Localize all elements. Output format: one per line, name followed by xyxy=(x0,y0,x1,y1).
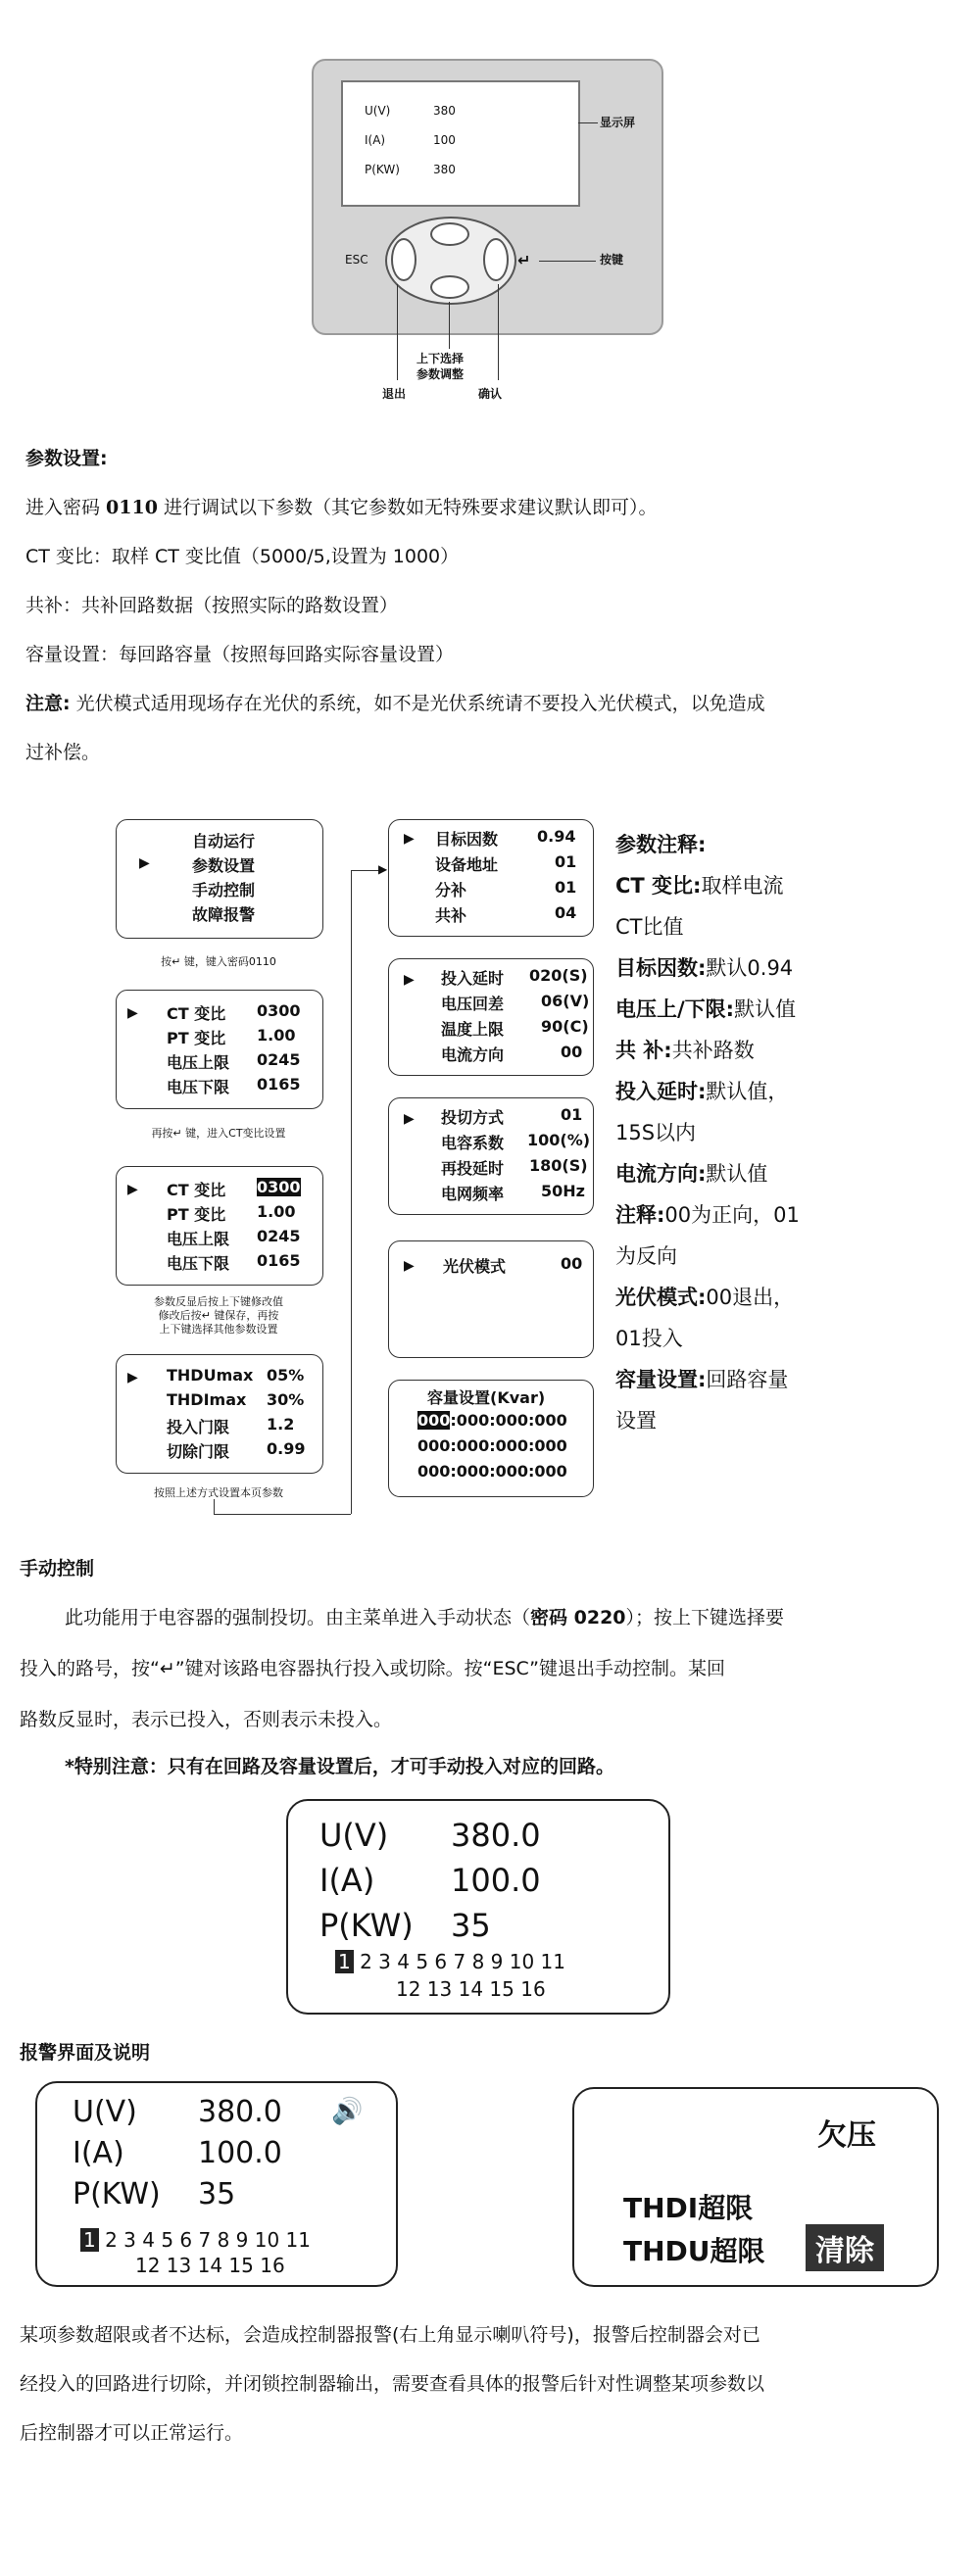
note-line: CT 变比:取样电流 xyxy=(615,874,784,898)
esc-label: ESC xyxy=(345,253,368,267)
updown-leader xyxy=(449,302,450,349)
param-switch-mode-value: 01 xyxy=(561,1105,583,1124)
capacity-row-1: 000:000:000:000 xyxy=(417,1411,567,1430)
param-on-delay-label: 投入延时 xyxy=(441,969,505,988)
screen-row-power: P(KW) 380 xyxy=(365,163,456,176)
caption-enter-ct: 再按↵ 键，进入CT变比设置 xyxy=(151,1127,286,1140)
capacity-selected-cell[interactable]: 000 xyxy=(417,1411,451,1430)
alarm-paragraph-1: 某项参数超限或者不达标，会造成控制器报警(右上角显示喇叭符号)，报警后控制器会对已 xyxy=(20,2324,760,2346)
param-pt-value: 1.00 xyxy=(257,1026,296,1045)
param-common-label: 共补 xyxy=(435,906,467,925)
param-ct-value: 0300 xyxy=(257,1001,301,1020)
param-temp-max-value: 90(C) xyxy=(541,1017,589,1036)
note-line: 注释:00为正向，01 xyxy=(615,1203,800,1227)
lcd-power-value: 35 xyxy=(451,1907,491,1944)
param-vmax-label: 电压上限 xyxy=(167,1230,230,1248)
speaker-icon: 🔊 xyxy=(331,2097,364,2126)
param-ct-label: CT 变比 xyxy=(167,1181,226,1199)
confirm-label: 确认 xyxy=(478,387,503,401)
pointer-icon: ▶ xyxy=(139,855,150,871)
note-line: 01投入 xyxy=(615,1327,683,1350)
param-on-threshold-value: 1.2 xyxy=(267,1415,295,1434)
lcd-power-label: P(KW) xyxy=(319,1907,414,1944)
lcd-power-label: P(KW) xyxy=(73,2177,161,2211)
lcd-power-value: 35 xyxy=(198,2177,236,2211)
param-address-label: 设备地址 xyxy=(435,855,499,874)
capacity-row-3: 000:000:000:000 xyxy=(417,1462,567,1481)
flow-connector-stub xyxy=(214,1499,215,1514)
screen-row-current: I(A) 100 xyxy=(365,133,456,147)
param-ct-value-selected[interactable]: 0300 xyxy=(257,1178,301,1196)
param-vmin-label: 电压下限 xyxy=(167,1078,230,1096)
enter-symbol-icon: ↵ xyxy=(517,251,531,269)
manual-warning: *特别注意：只有在回路及容量设置后，才可手动投入对应的回路。 xyxy=(65,1756,614,1777)
circuit-1-selected[interactable]: 1 xyxy=(80,2228,99,2252)
param-off-threshold-label: 切除门限 xyxy=(167,1442,230,1461)
lcd-current-value: 100.0 xyxy=(198,2136,282,2170)
note-line: 为反向 xyxy=(615,1244,677,1268)
lcd-voltage-label: U(V) xyxy=(319,1817,389,1854)
caption-edit-3: 上下键选择其他参数设置 xyxy=(159,1323,278,1336)
caption-edit-2: 修改后按↵ 键保存，再按 xyxy=(158,1309,279,1322)
thdi-alarm: THDI超限 xyxy=(623,2192,754,2224)
settings-heading: 参数设置: xyxy=(25,448,108,469)
note-line: 电流方向:默认值 xyxy=(615,1162,768,1186)
param-target-pf-label: 目标因数 xyxy=(435,830,499,849)
pointer-icon: ▶ xyxy=(127,1182,138,1197)
confirm-leader xyxy=(498,284,499,380)
note-line: 光伏模式:00退出， xyxy=(615,1286,795,1309)
param-current-dir-value: 00 xyxy=(561,1043,583,1061)
param-on-delay-value: 020(S) xyxy=(529,966,588,985)
pointer-icon: ▶ xyxy=(404,972,415,988)
note-line: 容量设置:回路容量 xyxy=(615,1368,789,1391)
caption-set-page: 按照上述方式设置本页参数 xyxy=(154,1486,283,1499)
settings-note: 注意: 光伏模式适用现场存在光伏的系统，如不是光伏系统请不要投入光伏模式，以免造成 xyxy=(25,693,765,714)
flow-connector-vertical xyxy=(351,870,352,1514)
keys-leader-line xyxy=(539,261,596,262)
caption-edit-1: 参数反显后按上下键修改值 xyxy=(154,1295,283,1308)
note-line: 目标因数:默认0.94 xyxy=(615,956,794,980)
exit-leader xyxy=(397,284,398,380)
lcd-current-label: I(A) xyxy=(319,1862,375,1899)
esc-key[interactable] xyxy=(391,238,416,281)
param-vmin-label: 电压下限 xyxy=(167,1254,230,1273)
param-pv-mode-label: 光伏模式 xyxy=(443,1257,507,1276)
param-common-value: 04 xyxy=(555,903,577,922)
param-v-hysteresis-value: 06(V) xyxy=(541,992,590,1010)
pointer-icon: ▶ xyxy=(404,831,415,847)
param-cap-factor-value: 100(%) xyxy=(527,1131,591,1149)
circuit-numbers-row-1: 1 2 3 4 5 6 7 8 9 10 11 xyxy=(80,2228,311,2252)
lcd-voltage-value: 380.0 xyxy=(451,1817,541,1854)
param-split-value: 01 xyxy=(555,878,577,897)
param-current-dir-label: 电流方向 xyxy=(441,1045,505,1064)
param-frequency-label: 电网频率 xyxy=(441,1185,505,1203)
down-key[interactable] xyxy=(430,275,469,299)
param-reconnect-delay-label: 再投延时 xyxy=(441,1159,505,1178)
updown-label: 上下选择 xyxy=(416,352,465,365)
manual-paragraph-1: 此功能用于电容器的强制投切。由主菜单进入手动状态（密码 0220）；按上下键选择要 xyxy=(65,1607,785,1628)
capacity-row-2: 000:000:000:000 xyxy=(417,1436,567,1455)
thdu-alarm: THDU超限 xyxy=(623,2235,765,2267)
note-line: CT比值 xyxy=(615,915,684,939)
pointer-icon: ▶ xyxy=(127,1005,138,1021)
manual-paragraph-3: 路数反显时，表示已投入，否则表示未投入。 xyxy=(20,1709,393,1730)
param-ct-label: CT 变比 xyxy=(167,1004,226,1023)
keypad xyxy=(385,217,516,305)
param-pt-label: PT 变比 xyxy=(167,1029,226,1047)
menu-item-auto[interactable]: 自动运行 xyxy=(192,832,256,851)
param-vmax-value: 0245 xyxy=(257,1050,301,1069)
param-off-threshold-value: 0.99 xyxy=(267,1439,306,1458)
lcd-voltage-value: 380.0 xyxy=(198,2095,282,2129)
param-vmax-value: 0245 xyxy=(257,1227,301,1245)
param-pt-value: 1.00 xyxy=(257,1202,296,1221)
screen-row-voltage: U(V) 380 xyxy=(365,104,456,118)
note-line: 15S以内 xyxy=(615,1121,697,1144)
lcd-current-value: 100.0 xyxy=(451,1862,541,1899)
alarm-heading: 报警界面及说明 xyxy=(20,2042,151,2064)
param-v-hysteresis-label: 电压回差 xyxy=(441,995,505,1013)
flow-connector-bottom xyxy=(214,1514,351,1515)
param-target-pf-value: 0.94 xyxy=(537,827,576,846)
screen-leader-line xyxy=(578,122,598,123)
param-thdi-label: THDImax xyxy=(167,1390,247,1409)
param-thdu-value: 05% xyxy=(267,1366,305,1385)
param-thdu-label: THDUmax xyxy=(167,1366,254,1385)
note-line: 共 补:共补路数 xyxy=(615,1039,755,1062)
lcd-current-label: I(A) xyxy=(73,2136,124,2170)
undervoltage-alarm: 欠压 xyxy=(817,2118,876,2153)
circuit-numbers-row-1: 1 2 3 4 5 6 7 8 9 10 11 xyxy=(335,1950,565,1973)
param-thdi-value: 30% xyxy=(267,1390,305,1409)
param-on-threshold-label: 投入门限 xyxy=(167,1418,230,1436)
settings-note-cont: 过补偿。 xyxy=(25,742,101,763)
param-address-value: 01 xyxy=(555,852,577,871)
param-reconnect-delay-value: 180(S) xyxy=(529,1156,588,1175)
param-cap-factor-label: 电容系数 xyxy=(441,1134,505,1152)
manual-paragraph-2: 投入的路号，按“↵”键对该路电容器执行投入或切除。按“ESC”键退出手动控制。某回 xyxy=(20,1658,725,1679)
param-switch-mode-label: 投切方式 xyxy=(441,1108,505,1127)
param-split-label: 分补 xyxy=(435,881,467,899)
param-pv-mode-value: 00 xyxy=(561,1254,583,1273)
notes-title: 参数注释: xyxy=(615,833,707,856)
param-vmax-label: 电压上限 xyxy=(167,1053,230,1072)
manual-lcd-display xyxy=(286,1799,670,2015)
pointer-icon: ▶ xyxy=(127,1370,138,1385)
menu-item-manual[interactable]: 手动控制 xyxy=(192,881,256,899)
up-key[interactable] xyxy=(430,222,469,246)
settings-line-password: 进入密码 0110 进行调试以下参数（其它参数如无特殊要求建议默认即可）。 xyxy=(25,497,658,518)
param-pt-label: PT 变比 xyxy=(167,1205,226,1224)
caption-enter-password: 按↵ 键，键入密码0110 xyxy=(161,955,276,968)
pointer-icon: ▶ xyxy=(404,1258,415,1274)
lcd-voltage-label: U(V) xyxy=(73,2095,137,2129)
circuit-numbers-row-2: 12 13 14 15 16 xyxy=(396,1977,546,2001)
screen-callout: 显示屏 xyxy=(600,116,636,129)
note-line: 电压上/下限:默认值 xyxy=(615,997,797,1021)
clear-button[interactable]: 清除 xyxy=(806,2224,884,2271)
manual-heading: 手动控制 xyxy=(20,1558,95,1580)
capacity-title: 容量设置(Kvar) xyxy=(427,1388,546,1407)
param-temp-max-label: 温度上限 xyxy=(441,1020,505,1039)
exit-label: 退出 xyxy=(382,387,407,401)
param-vmin-value: 0165 xyxy=(257,1251,301,1270)
settings-line-common: 共补：共补回路数据（按照实际的路数设置） xyxy=(25,595,399,616)
alarm-paragraph-3: 后控制器才可以正常运行。 xyxy=(20,2422,244,2444)
settings-line-ct: CT 变比：取样 CT 变比值（5000/5,设置为 1000） xyxy=(25,546,460,567)
circuit-1-selected[interactable]: 1 xyxy=(335,1950,354,1973)
enter-key[interactable] xyxy=(483,238,509,281)
flow-arrowhead-icon: ▶ xyxy=(378,862,388,876)
menu-item-fault[interactable]: 故障报警 xyxy=(192,905,256,924)
circuit-numbers-row-2: 12 13 14 15 16 xyxy=(135,2254,285,2277)
device-screen xyxy=(341,80,580,207)
param-frequency-value: 50Hz xyxy=(541,1182,585,1200)
adjust-label: 参数调整 xyxy=(416,367,465,381)
alarm-lcd-right xyxy=(572,2087,939,2287)
param-vmin-value: 0165 xyxy=(257,1075,301,1094)
note-line: 投入延时:默认值， xyxy=(615,1080,789,1103)
pointer-icon: ▶ xyxy=(404,1111,415,1127)
keys-callout: 按键 xyxy=(600,253,624,267)
menu-item-params[interactable]: 参数设置 xyxy=(192,856,256,875)
alarm-paragraph-2: 经投入的回路进行切除，并闭锁控制器输出，需要查看具体的报警后针对性调整某项参数以 xyxy=(20,2373,765,2395)
note-line: 设置 xyxy=(615,1409,657,1433)
settings-line-capacity: 容量设置：每回路容量（按照每回路实际容量设置） xyxy=(25,644,455,665)
alarm-lcd-left xyxy=(35,2081,398,2287)
